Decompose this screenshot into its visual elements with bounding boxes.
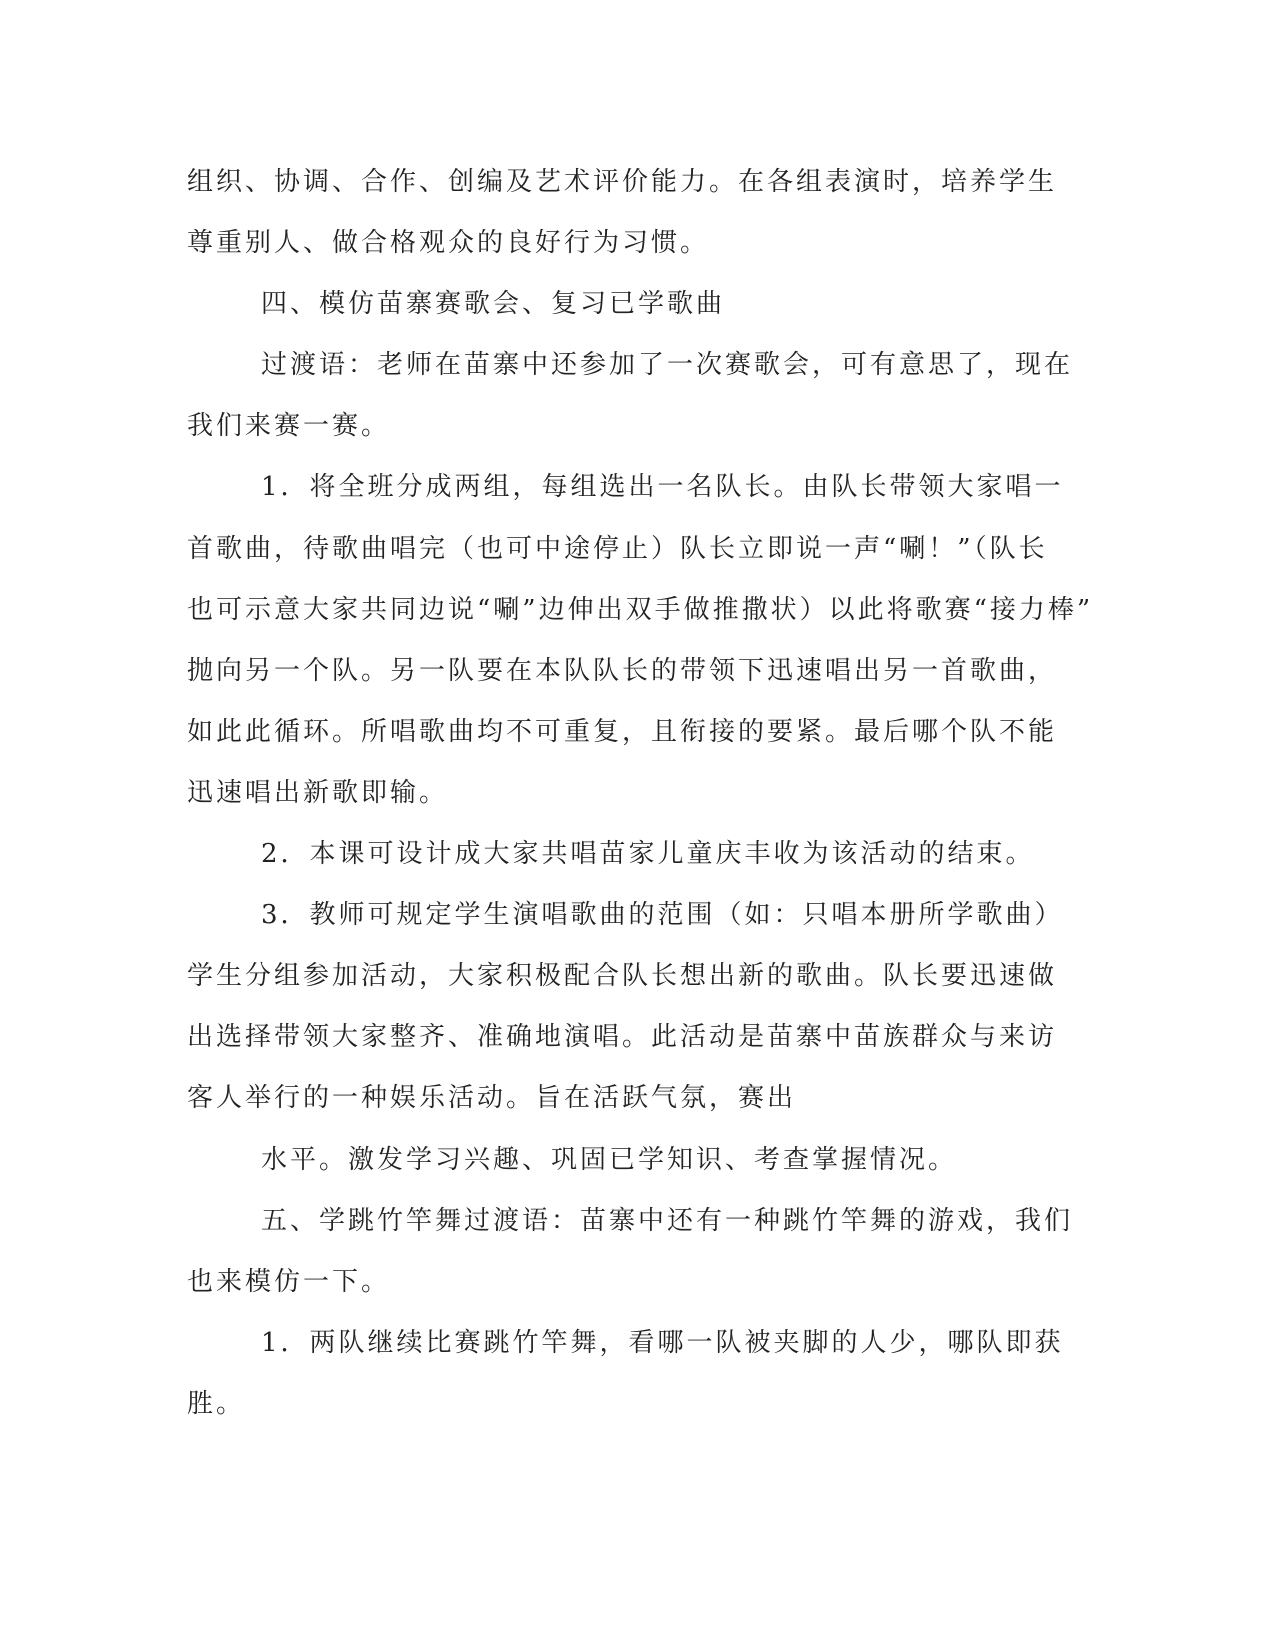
body-text-line: 出选择带领大家整齐、准确地演唱。此活动是苗寨中苗族群众与来访 [187, 1022, 1058, 1053]
body-text-line: 客人举行的一种娱乐活动。旨在活跃气氛，赛出 [187, 1083, 797, 1114]
body-text-line: 过渡语：老师在苗寨中还参加了一次赛歌会，可有意思了，现在 [261, 350, 1074, 381]
body-text-line: 也可示意大家共同边说“唰”边伸出双手做推撒状）以此将歌赛“接力棒” [187, 594, 1094, 625]
section-heading-four: 四、模仿苗寨赛歌会、复习已学歌曲 [261, 289, 726, 320]
body-text-line: 胜。 [187, 1388, 246, 1419]
numbered-item-3: 3．教师可规定学生演唱歌曲的范围（如：只唱本册所学歌曲） [261, 900, 1064, 931]
body-text-line: 组织、协调、合作、创编及艺术评价能力。在各组表演时，培养学生 [187, 167, 1058, 197]
section-heading-five: 五、学跳竹竿舞过渡语：苗寨中还有一种跳竹竿舞的游戏，我们 [261, 1205, 1074, 1236]
body-text-line: 水平。激发学习兴趣、巩固已学知识、考查掌握情况。 [261, 1144, 958, 1175]
numbered-item-1: 1．两队继续比赛跳竹竿舞，看哪一队被夹脚的人少，哪队即获 [261, 1327, 1064, 1358]
numbered-item-2: 2．本课可设计成大家共唱苗家儿童庆丰收为该活动的结束。 [261, 839, 1035, 870]
body-text-line: 我们来赛一赛。 [187, 411, 391, 442]
body-text-line: 也来模仿一下。 [187, 1266, 391, 1297]
body-text-line: 如此此循环。所唱歌曲均不可重复，且衔接的要紧。最后哪个队不能 [187, 716, 1058, 747]
body-text-line: 尊重别人、做合格观众的良好行为习惯。 [187, 228, 710, 259]
body-text-line: 学生分组参加活动，大家积极配合队长想出新的歌曲。队长要迅速做 [187, 961, 1058, 992]
document-body [187, 160, 1094, 1443]
body-text-line: 首歌曲，待歌曲唱完（也可中途停止）队长立即说一声“唰！”（队长 [187, 533, 1048, 564]
body-text-line: 迅速唱出新歌即输。 [187, 777, 449, 808]
body-text-line: 抛向另一个队。另一队要在本队队长的带领下迅速唱出另一首歌曲， [187, 655, 1058, 686]
numbered-item-1: 1．将全班分成两组，每组选出一名队长。由队长带领大家唱一 [261, 472, 1064, 503]
